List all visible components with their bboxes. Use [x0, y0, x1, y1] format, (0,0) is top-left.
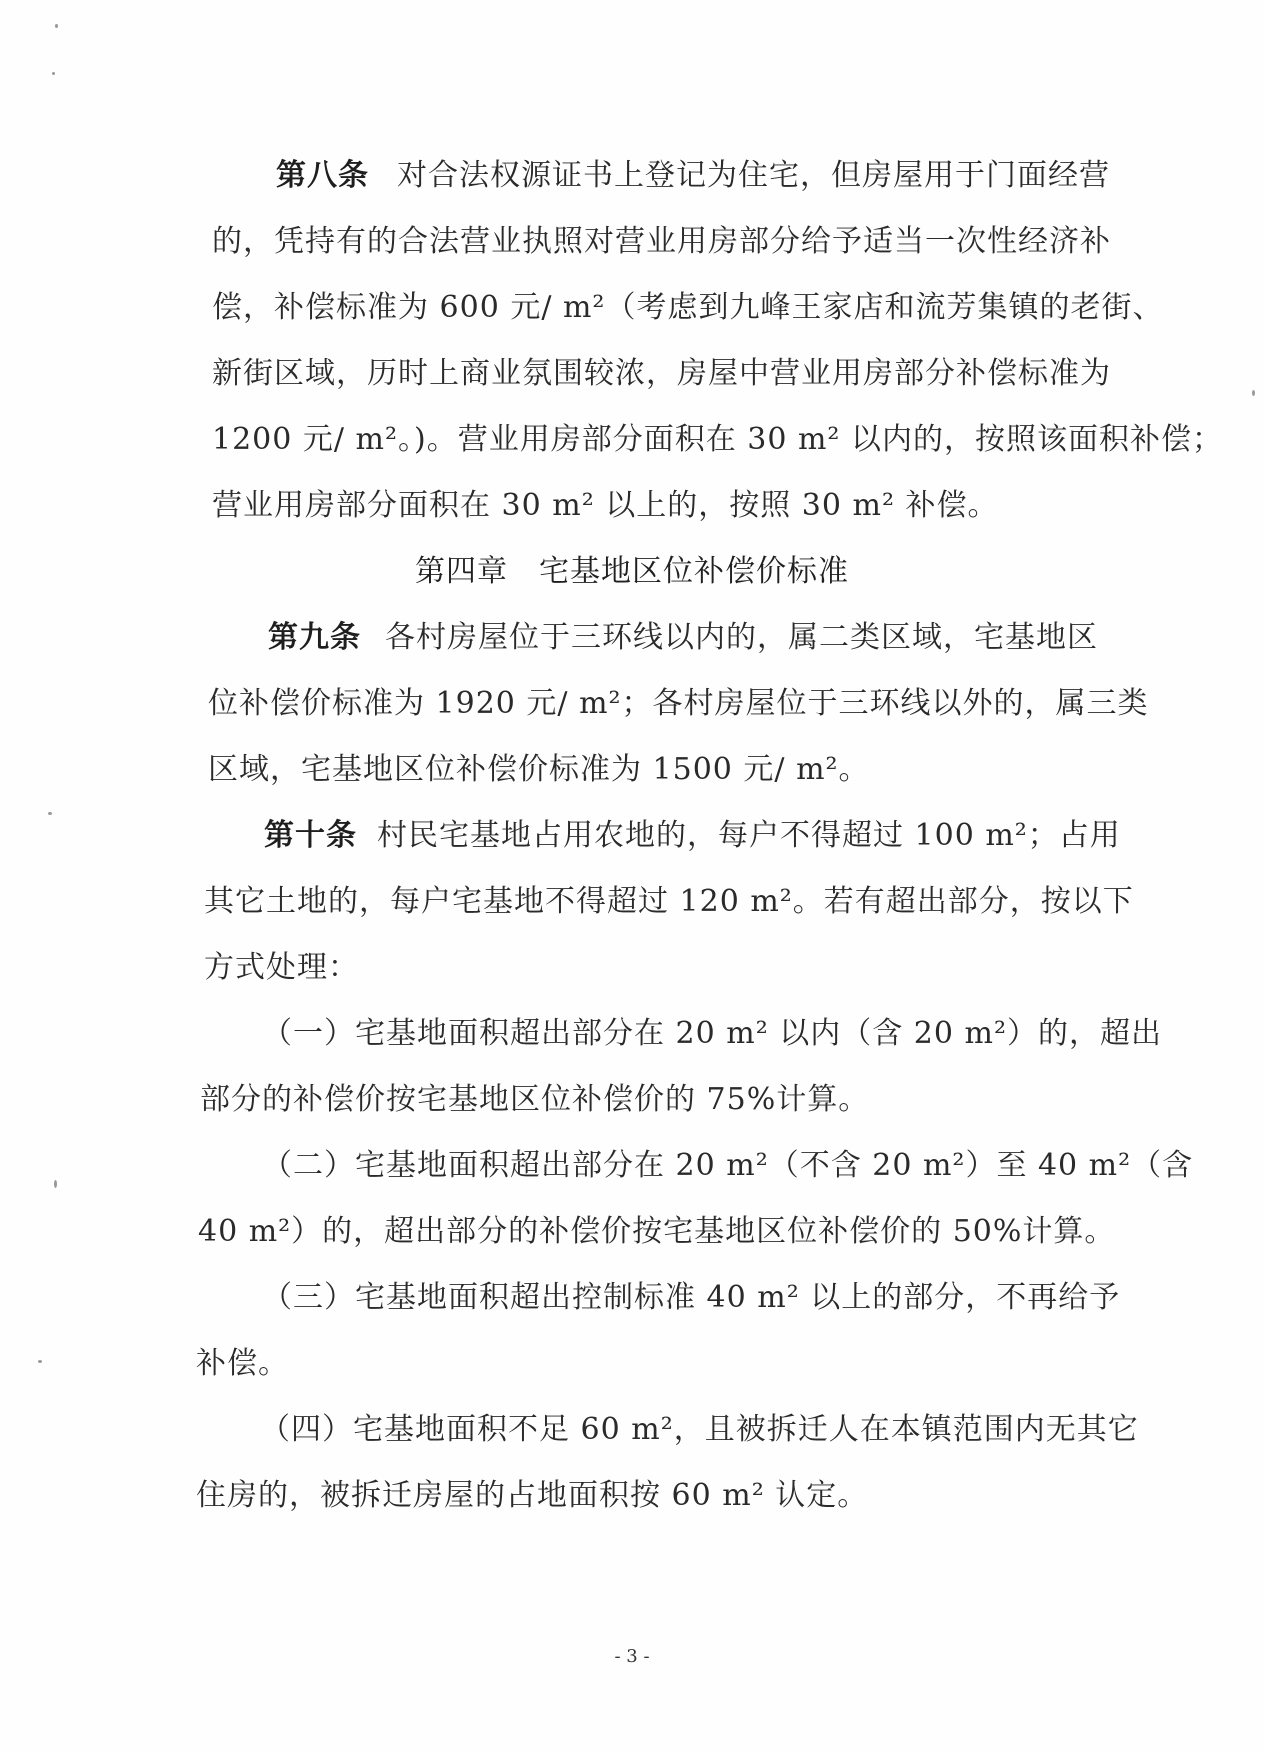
page-number: - 3 - [614, 1646, 650, 1667]
item3-line1: （三）宅基地面积超出控制标准 40 m² 以上的部分，不再给予 [262, 1280, 1121, 1315]
article9-line2: 位补偿价标准为 1920 元/ m²；各村房屋位于三环线以外的，属三类 [208, 686, 1149, 721]
article9-line1 [268, 618, 1098, 658]
article8-line4: 新街区域，历时上商业氛围较浓，房屋中营业用房部分补偿标准为 [212, 356, 1111, 391]
item4-line1: （四）宅基地面积不足 60 m²，且被拆迁人在本镇范围内无其它 [260, 1412, 1139, 1447]
article10-line1 [264, 816, 1121, 856]
article10-heading: 第十条 [264, 818, 357, 853]
article8-line1 [276, 156, 1110, 196]
article8-line6: 营业用房部分面积在 30 m² 以上的，按照 30 m² 补偿。 [212, 488, 999, 523]
article8-text: 对合法权源证书上登记为住宅，但房屋用于门面经营 [397, 158, 1110, 193]
item1-line1: （一）宅基地面积超出部分在 20 m² 以内（含 20 m²）的，超出 [262, 1016, 1162, 1051]
scan-speck [48, 812, 52, 815]
scan-speck [55, 24, 58, 28]
scan-speck [38, 1360, 42, 1363]
item2-line1: （二）宅基地面积超出部分在 20 m²（不含 20 m²）至 40 m²（含 [262, 1148, 1194, 1183]
scan-speck [54, 1180, 57, 1188]
article10-line2: 其它土地的，每户宅基地不得超过 120 m²。若有超出部分，按以下 [204, 884, 1134, 919]
article10-line3: 方式处理： [204, 950, 359, 985]
article10-text: 村民宅基地占用农地的，每户不得超过 100 m²；占用 [377, 818, 1121, 853]
article8-line2: 的，凭持有的合法营业执照对营业用房部分给予适当一次性经济补 [212, 224, 1111, 259]
article8-heading: 第八条 [276, 158, 369, 193]
item3-line2: 补偿。 [196, 1346, 289, 1381]
scan-speck [1252, 390, 1255, 396]
article9-line3: 区域，宅基地区位补偿价标准为 1500 元/ m²。 [208, 752, 870, 787]
item1-line2: 部分的补偿价按宅基地区位补偿价的 75%计算。 [200, 1082, 870, 1117]
chapter-heading: 第四章 宅基地区位补偿价标准 [415, 554, 849, 589]
scan-speck [52, 72, 55, 75]
article9-heading: 第九条 [268, 620, 361, 655]
item4-line2: 住房的，被拆迁房屋的占地面积按 60 m² 认定。 [196, 1478, 869, 1513]
article8-line5: 1200 元/ m²。)。营业用房部分面积在 30 m² 以内的，按照该面积补偿； [212, 422, 1223, 457]
item2-line2: 40 m²）的，超出部分的补偿价按宅基地区位补偿价的 50%计算。 [198, 1214, 1116, 1249]
article9-text: 各村房屋位于三环线以内的，属二类区域，宅基地区 [385, 620, 1098, 655]
article8-line3: 偿，补偿标准为 600 元/ m²（考虑到九峰王家店和流芳集镇的老街、 [212, 290, 1164, 325]
